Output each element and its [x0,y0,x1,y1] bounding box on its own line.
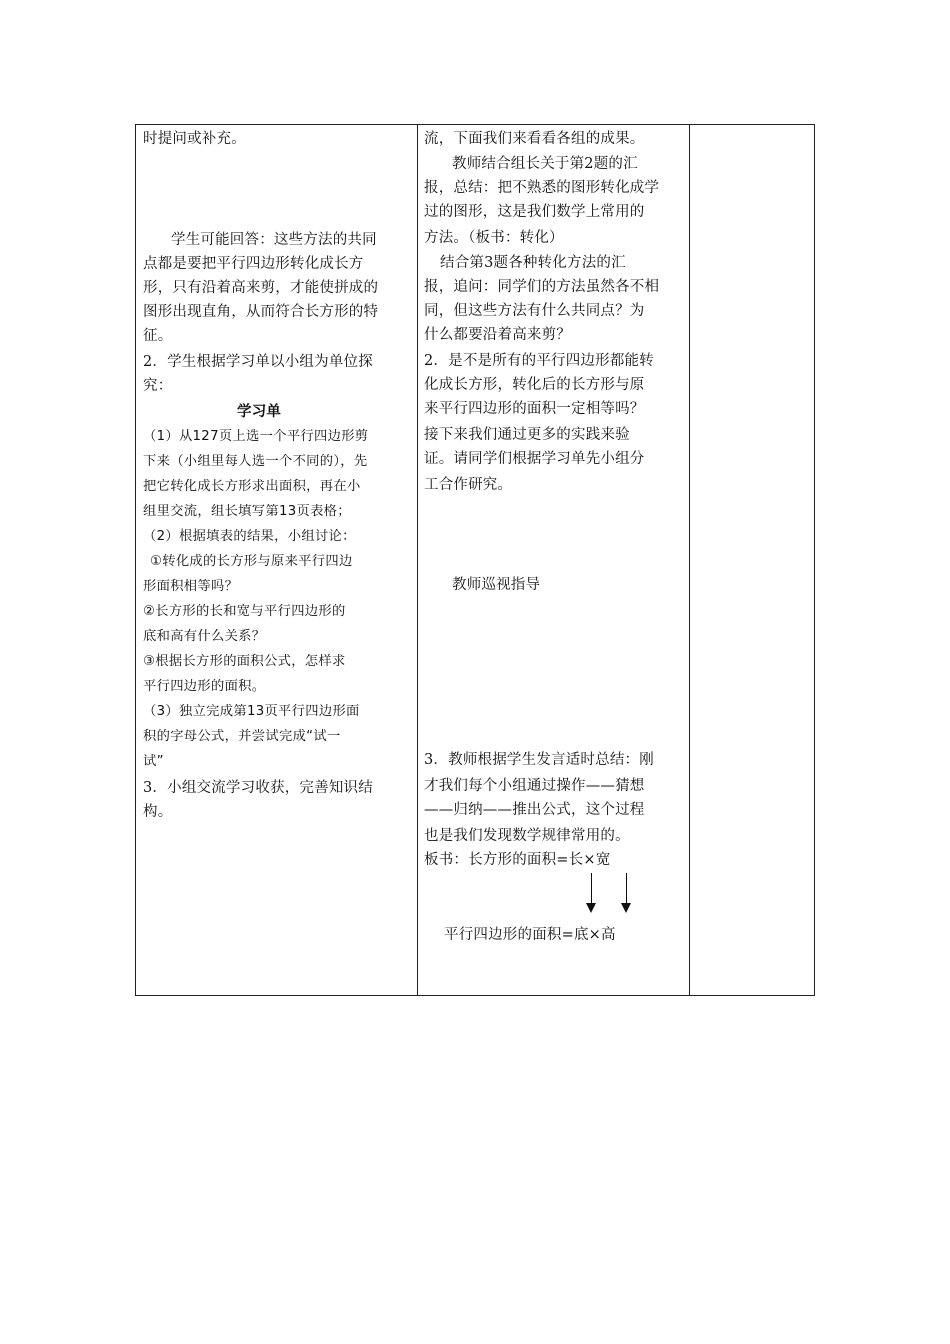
down-arrow-icon [591,873,592,911]
mid-summary-line: 也是我们发现数学规律常用的。 [424,828,630,844]
mid-summary-line: 3．教师根据学生发言适时总结：刚 [424,752,654,768]
board-rectangle-formula: 板书：长方形的面积=长×宽 [424,852,611,868]
left-text-line: 2．学生根据学习单以小组为单位探 [143,354,373,370]
study-sheet-line: 形面积相等吗？ [143,579,239,594]
left-text-line: 点都是要把平行四边形转化成长方 [143,256,364,272]
mid-text-line: 流，下面我们来看看各组的成果。 [424,131,645,147]
study-sheet-line: 底和高有什么关系？ [143,629,266,644]
left-text-line: 图形出现直角，从而符合长方形的特 [143,304,379,320]
column-divider-1 [417,125,418,995]
mid-summary-line: ——归纳——推出公式，这个过程 [424,802,645,818]
left-text-line: 学生可能回答：这些方法的共同 [171,232,377,248]
mid-text-line: 报，追问：同学们的方法虽然各不相 [424,279,660,295]
study-sheet-title: 学习单 [237,403,282,420]
teacher-guide-text: 教师巡视指导 [452,577,541,593]
study-sheet-line: （2）根据填表的结果，小组讨论： [143,529,356,544]
mid-text-line: 同，但这些方法有什么共同点？为 [424,303,645,319]
study-sheet-line: （1）从127页上选一个平行四边形剪 [143,429,369,444]
board-parallelogram-formula: 平行四边形的面积=底×高 [444,927,616,943]
study-sheet-line: 平行四边形的面积。 [143,679,266,694]
left-text-line: 时提问或补充。 [143,131,246,147]
study-sheet-line: ②长方形的长和宽与平行四边形的 [143,604,346,619]
mid-text-line: 工合作研究。 [424,477,513,493]
mid-text-line: 什么都要沿着高来剪？ [424,327,571,343]
study-sheet-line: 组里交流，组长填写第13页表格； [143,504,351,519]
mid-text-line: 方法。（板书：转化） [424,230,564,246]
study-sheet-line: ③根据长方形的面积公式，怎样求 [143,654,346,669]
left-text-line: 构。 [143,804,173,820]
study-sheet-line: 下来（小组里每人选一个不同的），先 [143,454,368,469]
mid-text-line: 接下来我们通过更多的实践来验 [424,427,630,443]
study-sheet-line: 试” [143,754,164,769]
column-divider-2 [689,125,690,995]
study-sheet-line: （3）独立完成第13页平行四边形面 [143,704,360,719]
mid-text-line: 证。请同学们根据学习单先小组分 [424,451,645,467]
mid-text-line: 2．是不是所有的平行四边形都能转 [424,353,654,369]
left-text-line: 形，只有沿着高来剪，才能使拼成的 [143,280,379,296]
mid-text-line: 结合第3题各种转化方法的汇 [440,255,626,271]
mid-text-line: 化成长方形，转化后的长方形与原 [424,377,645,393]
mid-text-line: 来平行四边形的面积一定相等吗？ [424,401,645,417]
mid-text-line: 过的图形，这是我们数学上常用的 [424,204,645,220]
study-sheet-line: ①转化成的长方形与原来平行四边 [150,554,353,569]
mid-text-line: 报，总结：把不熟悉的图形转化成学 [424,180,660,196]
mid-text-line: 教师结合组长关于第2题的汇 [452,156,638,172]
study-sheet-line: 积的字母公式，并尝试完成“试一 [143,729,341,744]
left-text-line: 3．小组交流学习收获，完善知识结 [143,780,373,796]
study-sheet-line: 把它转化成长方形求出面积，再在小 [143,479,361,494]
left-text-line: 究： [143,378,173,394]
down-arrow-icon [626,873,627,911]
left-text-line: 征。 [143,328,173,344]
mid-summary-line: 才我们每个小组通过操作——猜想 [424,778,645,794]
